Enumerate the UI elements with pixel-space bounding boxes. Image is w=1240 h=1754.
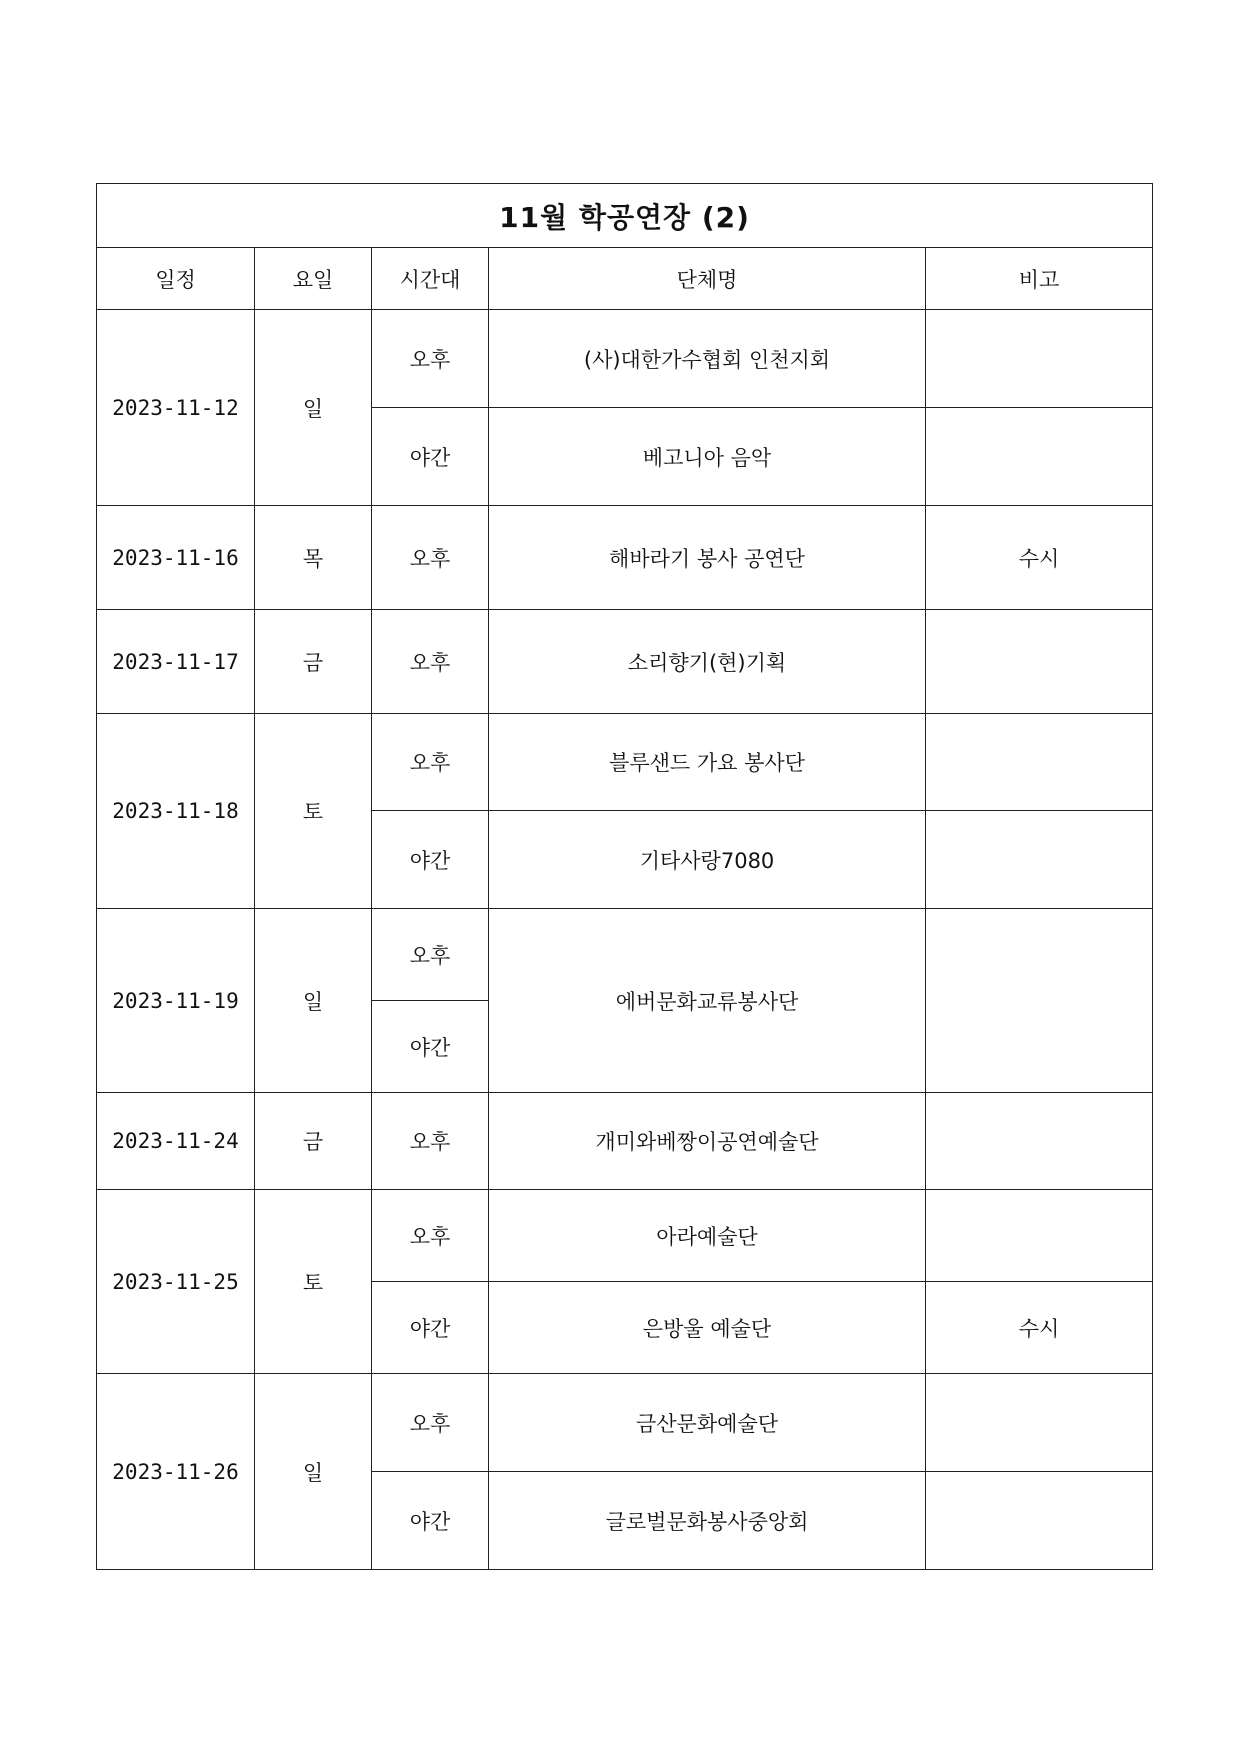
timeslot-cell: 오후 <box>372 610 489 714</box>
date-cell: 2023-11-17 <box>97 610 255 714</box>
day-cell: 일 <box>255 310 372 506</box>
note-cell <box>926 610 1153 714</box>
group-cell: 은방울 예술단 <box>489 1282 926 1374</box>
timeslot-cell: 야간 <box>372 1472 489 1570</box>
group-cell: 베고니아 음악 <box>489 408 926 506</box>
date-cell: 2023-11-12 <box>97 310 255 506</box>
table-row <box>97 714 1153 811</box>
group-cell: 기타사랑7080 <box>489 811 926 909</box>
table-row <box>97 310 1153 408</box>
note-cell <box>926 811 1153 909</box>
timeslot-cell: 오후 <box>372 1374 489 1472</box>
table-row <box>97 506 1153 610</box>
day-cell: 일 <box>255 1374 372 1570</box>
timeslot-cell: 오후 <box>372 506 489 610</box>
timeslot-cell: 오후 <box>372 310 489 408</box>
group-cell: 에버문화교류봉사단 <box>489 909 926 1093</box>
timeslot-cell: 야간 <box>372 811 489 909</box>
note-cell <box>926 1093 1153 1190</box>
date-cell: 2023-11-18 <box>97 714 255 909</box>
table-row <box>97 1190 1153 1282</box>
note-cell <box>926 1472 1153 1570</box>
note-cell <box>926 714 1153 811</box>
day-cell: 일 <box>255 909 372 1093</box>
group-cell: (사)대한가수협회 인천지회 <box>489 310 926 408</box>
header-row <box>97 248 1153 310</box>
timeslot-cell: 야간 <box>372 408 489 506</box>
note-cell <box>926 1374 1153 1472</box>
header-day: 요일 <box>255 248 372 310</box>
timeslot-cell: 오후 <box>372 1093 489 1190</box>
group-cell: 블루샌드 가요 봉사단 <box>489 714 926 811</box>
header-note: 비고 <box>926 248 1153 310</box>
date-cell: 2023-11-24 <box>97 1093 255 1190</box>
table-row <box>97 1374 1153 1472</box>
date-cell: 2023-11-16 <box>97 506 255 610</box>
header-date: 일정 <box>97 248 255 310</box>
timeslot-cell: 오후 <box>372 714 489 811</box>
note-cell <box>926 310 1153 408</box>
group-cell: 해바라기 봉사 공연단 <box>489 506 926 610</box>
header-group: 단체명 <box>489 248 926 310</box>
day-cell: 금 <box>255 1093 372 1190</box>
timeslot-cell: 오후 <box>372 1190 489 1282</box>
note-cell: 수시 <box>926 1282 1153 1374</box>
group-cell: 아라예술단 <box>489 1190 926 1282</box>
note-cell <box>926 408 1153 506</box>
timeslot-cell: 야간 <box>372 1001 489 1093</box>
group-cell: 개미와베짱이공연예술단 <box>489 1093 926 1190</box>
table-row <box>97 610 1153 714</box>
day-cell: 토 <box>255 714 372 909</box>
group-cell: 금산문화예술단 <box>489 1374 926 1472</box>
group-cell: 소리향기(현)기획 <box>489 610 926 714</box>
note-cell <box>926 909 1153 1093</box>
timeslot-cell: 야간 <box>372 1282 489 1374</box>
table-row <box>97 909 1153 1001</box>
schedule-table <box>96 183 1153 1570</box>
date-cell: 2023-11-19 <box>97 909 255 1093</box>
header-timeslot: 시간대 <box>372 248 489 310</box>
timeslot-cell: 오후 <box>372 909 489 1001</box>
day-cell: 목 <box>255 506 372 610</box>
date-cell: 2023-11-26 <box>97 1374 255 1570</box>
group-cell: 글로벌문화봉사중앙회 <box>489 1472 926 1570</box>
note-cell: 수시 <box>926 506 1153 610</box>
note-cell <box>926 1190 1153 1282</box>
date-cell: 2023-11-25 <box>97 1190 255 1374</box>
table-row <box>97 1093 1153 1190</box>
table-title: 11월 학공연장 (2) <box>97 184 1153 248</box>
day-cell: 토 <box>255 1190 372 1374</box>
day-cell: 금 <box>255 610 372 714</box>
